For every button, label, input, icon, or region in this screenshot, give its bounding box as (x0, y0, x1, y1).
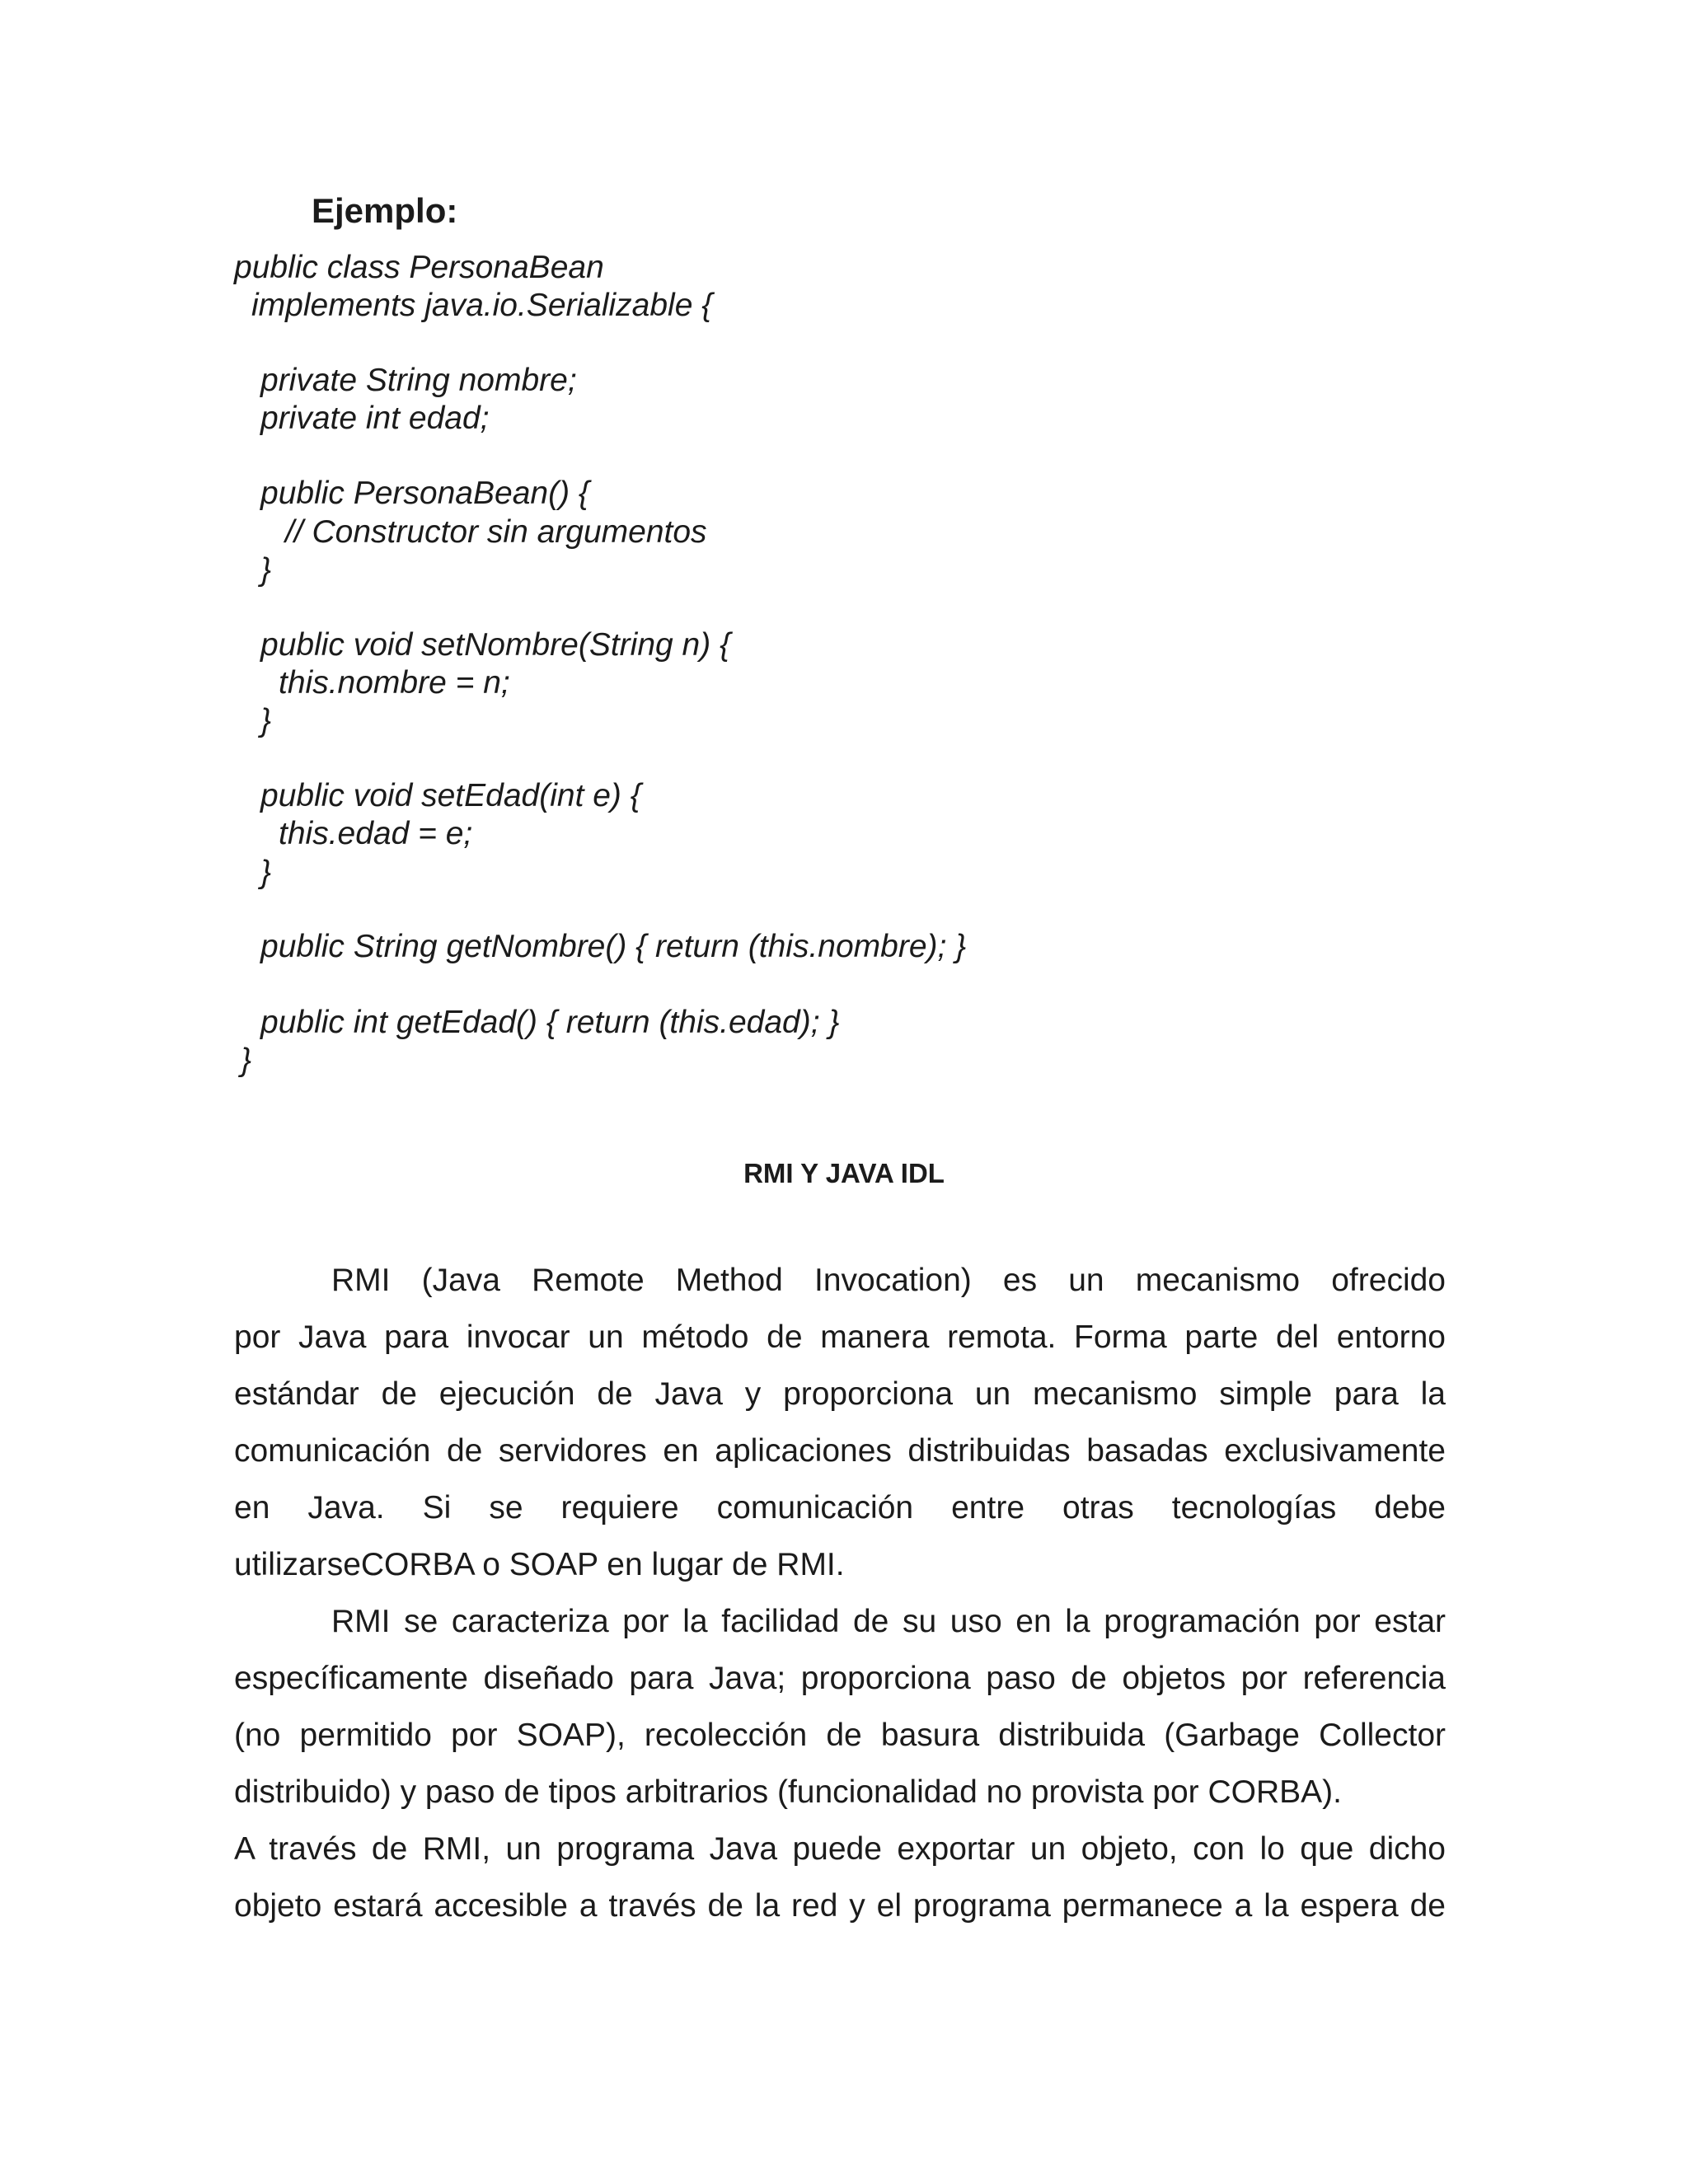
code-line: // Constructor sin argumentos (285, 514, 707, 550)
section-title: RMI Y JAVA IDL (743, 1158, 945, 1188)
code-line: } (241, 1043, 252, 1078)
paragraph-line: estándar de ejecución de Java y proporciona un mecanismo simple para la (234, 1376, 1446, 1412)
paragraph-line: utilizarseCORBA o SOAP en lugar de RMI. (234, 1547, 845, 1582)
paragraph-line: RMI (Java Remote Method Invocation) es un mecanismo ofrecido (331, 1263, 1446, 1298)
code-line: public int getEdad() { return (this.edad); } (260, 1005, 840, 1040)
paragraph-line: distribuido) y paso de tipos arbitrarios (funcionalidad no provista por CORBA). (234, 1774, 1342, 1810)
code-line: } (260, 855, 272, 890)
example-heading: Ejemplo: (312, 191, 458, 230)
paragraph-line: A través de RMI, un programa Java puede exportar un objeto, con lo que dicho (234, 1831, 1446, 1867)
paragraph-line: RMI se caracteriza por la facilidad de su uso en la programación por estar (331, 1604, 1446, 1639)
paragraph-line: (no permitido por SOAP), recolección de basura distribuida (Garbage Collector (234, 1718, 1446, 1753)
code-line: implements java.io.Serializable { (251, 288, 713, 323)
code-line: public class PersonaBean (234, 250, 604, 285)
code-line: public void setEdad(int e) { (260, 778, 641, 813)
code-line: public String getNombre() { return (this.nombre); } (260, 929, 967, 964)
code-line: this.edad = e; (279, 816, 473, 851)
code-line: } (260, 703, 272, 738)
paragraph-line: por Java para invocar un método de manera remota. Forma parte del entorno (234, 1319, 1446, 1355)
paragraph-line: en Java. Si se requiere comunicación entre otras tecnologías debe (234, 1490, 1446, 1526)
code-line: this.nombre = n; (279, 665, 510, 701)
code-line: public PersonaBean() { (260, 476, 589, 511)
code-line: private int edad; (260, 401, 490, 436)
code-line: private String nombre; (260, 363, 577, 398)
code-line: } (260, 552, 272, 588)
paragraph-line: objeto estará accesible a través de la red y el programa permanece a la espera de (234, 1888, 1446, 1924)
paragraph-line: específicamente diseñado para Java; proporciona paso de objetos por referencia (234, 1661, 1446, 1696)
paragraph-line: comunicación de servidores en aplicaciones distribuidas basadas exclusivamente (234, 1433, 1446, 1469)
code-line: public void setNombre(String n) { (260, 627, 731, 663)
